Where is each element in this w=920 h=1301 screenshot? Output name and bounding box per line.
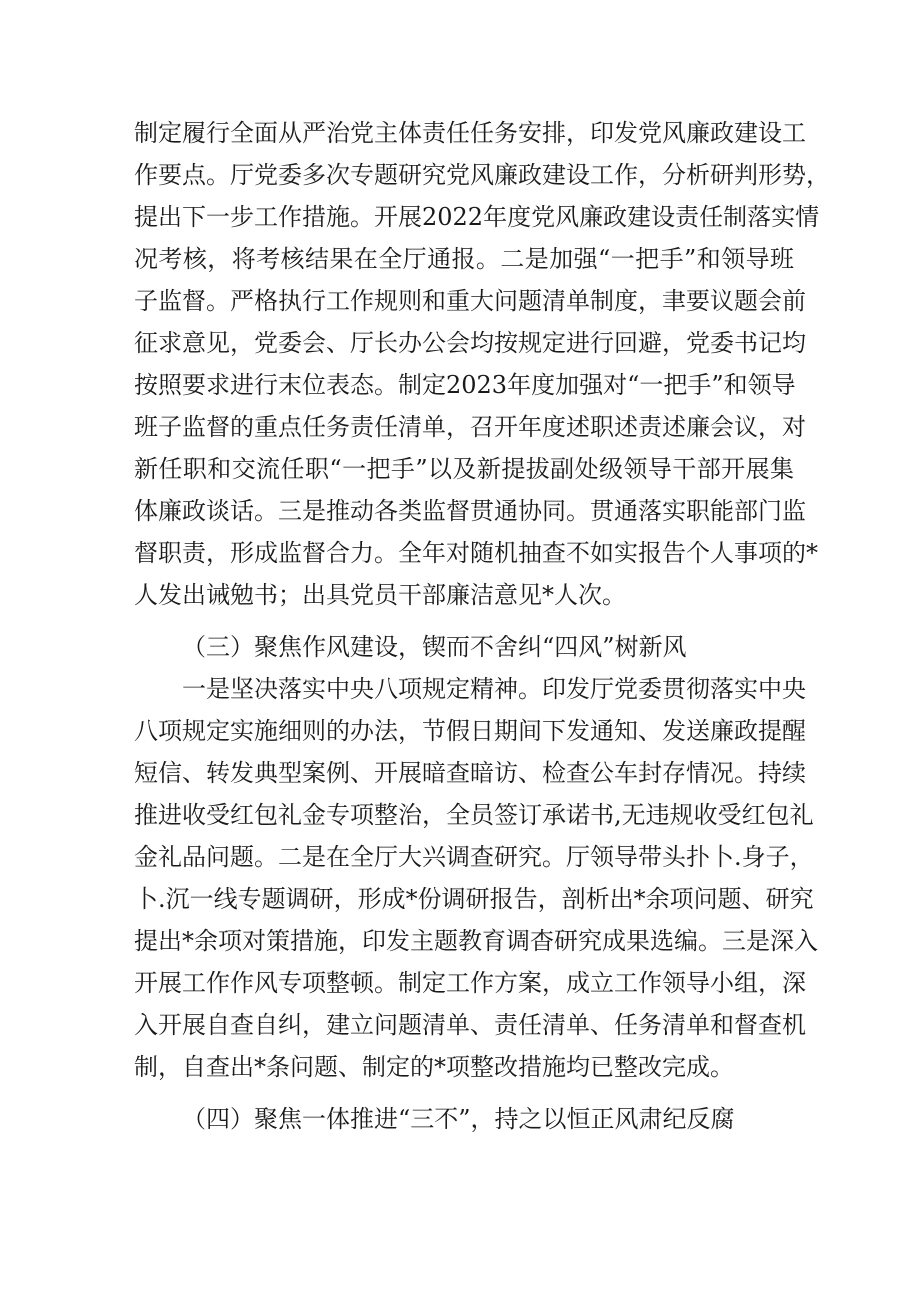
text-line: 入开展自查自纠，建立问题清单、责任清单、任务清单和督查机 [134,1011,806,1039]
text-line: 金礼品问题。二是在全厅大兴调查研究。厅领导带头扑卜.身子， [134,843,814,871]
text-line: 按照要求进行末位表态。制定2023年度加强对“一把手”和领导 [134,371,796,399]
text-line: 提出*余项对策措施，印发主题教育调杳研究成果选编。三是深入 [134,927,818,955]
text-line: 人发出诫勉书；出具党员干部廉洁意见*人次。 [134,581,626,609]
text-line: 体廉政谈话。三是推动各类监督贯通协同。贯通落实职能部门监 [134,497,806,525]
text-line: 况考核，将考核结果在全厅通报。二是加强“一把手”和领导班 [134,245,794,273]
text-line: 新任职和交流任职“一把手”以及新提拔副处级领导干部开展集 [134,455,794,483]
text-line: 开展工作作风专项整顿。制定工作方案，成立工作领导小组，深 [134,969,806,997]
text-line: 督职责，形成监督合力。全年对随机抽查不如实报告个人事项的* [134,539,818,567]
text-line: 作要点。厅党委多次专题研究党风廉政建设工作，分析研判形势， [134,161,830,189]
section-heading: （四）聚焦一体推进“三不”，持之以恒正风肃纪反腐 [182,1105,735,1133]
text-line: 子监督。严格执行工作规则和重大问题清单制度，聿要议题会前 [134,287,806,315]
text-line: 征求意见，党委会、厅长办公会均按规定进行回避，党委书记均 [134,329,806,357]
text-line: 卜.沉一线专题调研，形成*份调研报告，剖析出*余项问题、研究 [134,885,814,913]
text-line: 提出下一步工作措施。开展2022年度党风廉政建设责任制落实情 [134,203,820,231]
text-line: 制定履行全面从严治党主体责任任务安排，印发党风廉政建设工 [134,119,806,147]
text-line: 八项规定实施细则的办法，节假日期间下发通知、发送廉政提醒 [134,717,806,745]
text-line: 推进收受红包礼金专项整治，全员签订承诺书,无违规收受红包礼 [134,801,814,829]
text-line: 班子监督的重点任务责任清单，召开年度述职述责述廉会议，对 [134,413,806,441]
text-line: 短信、转发典型案例、开展暗查暗访、检查公车封存情况。持续 [134,759,806,787]
section-heading: （三）聚焦作风建设，锲而不舍纠“四风”树新风 [182,633,687,661]
text-line: 一是坚决落实中央八项规定精神。印发厅党委贯彻落实中央 [182,675,806,703]
text-line: 制，自查出*条问题、制定的*项整改措施均已整改完成。 [134,1053,734,1081]
body-text [134,112,830,1140]
